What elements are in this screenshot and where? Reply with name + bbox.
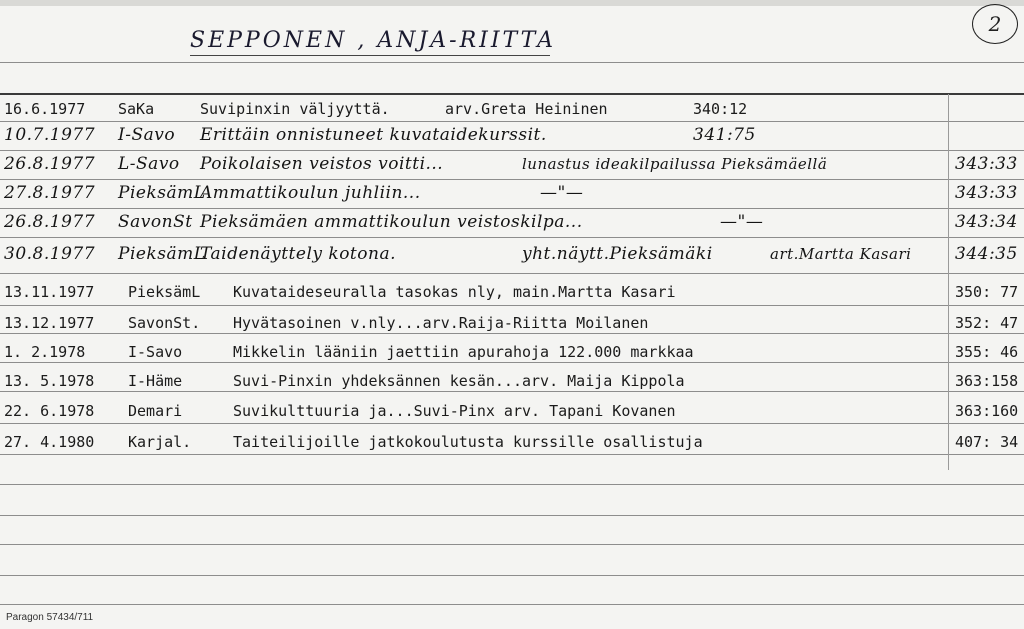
entry-date: 27. 4.1980 [4,433,95,451]
entry-ref: 343:34 [955,212,1018,232]
entry-date: 27.8.1977 [4,183,96,203]
entry-ref: 340:12 [693,100,748,118]
entry-row [0,210,1024,239]
name-underline [190,55,550,56]
entry-row [0,367,1024,396]
entry-date: 10.7.1977 [4,125,96,145]
entry-source: L-Savo [118,154,180,174]
entry-text: Ammattikoulun juhliin... [200,183,421,203]
rule-line [0,575,1024,576]
entry-ref: 341:75 [693,125,756,145]
entry-text: Suvi-Pinxin yhdeksännen kesän...arv. Maija Kippola [233,372,685,390]
entry-row [0,123,1024,152]
entry-date: 30.8.1977 [4,244,96,264]
entry-row [0,95,1024,124]
entry-text: Suvipinxin väljyyttä. [200,100,390,118]
entry-text: Kuvataideseuralla tasokas nly, main.Martta Kasari [233,283,676,301]
entry-source: SaKa [118,100,155,118]
rule-line [0,604,1024,605]
entry-date: 22. 6.1978 [4,402,95,420]
entry-date: 16.6.1977 [4,100,86,118]
entry-source: SavonSt. [128,314,201,332]
entry-row [0,428,1024,457]
card-footer-print: Paragon 57434/711 [6,612,94,623]
entry-ref: 343:33 [955,183,1018,203]
entry-source: SavonSt [118,212,193,232]
entry-text: Pieksämäen ammattikoulun veistoskilpa... [200,212,583,232]
ditto-mark: —"— [720,212,764,232]
card-number-circle: 2 [972,4,1018,44]
rule-line [0,515,1024,516]
entry-ref: 407: 34 [955,433,1019,451]
top-strip [0,0,1024,6]
card-name-heading: SEPPONEN , ANJA-RIITTA [190,28,556,53]
entry-note-artist: art.Martta Kasari [770,245,912,263]
entry-ref: 355: 46 [955,343,1019,361]
entry-source: PieksämL [128,283,201,301]
entry-date: 26.8.1977 [4,154,96,174]
entry-text: Taidenäyttely kotona. [200,244,396,264]
rule-line [0,484,1024,485]
entry-source: PieksämL [118,244,206,264]
entry-date: 26.8.1977 [4,212,96,232]
entry-row [0,242,1024,271]
rule-line [0,62,1024,63]
entry-text: Hyvätasoinen v.nly...arv.Raija-Riitta Moilanen [233,314,649,332]
entry-text: Poikolaisen veistos voitti... [200,154,444,174]
ditto-mark: —"— [540,183,584,203]
rule-line [0,273,1024,274]
entry-ref: 363:158 [955,372,1019,390]
entry-row [0,181,1024,210]
entry-source: Karjal. [128,433,192,451]
entry-row [0,278,1024,307]
entry-ref: 363:160 [955,402,1019,420]
entry-row [0,397,1024,426]
entry-ref: 344:35 [955,244,1018,264]
entry-ref: 352: 47 [955,314,1019,332]
rule-line [0,544,1024,545]
entry-date: 1. 2.1978 [4,343,86,361]
entry-date: 13.11.1977 [4,283,95,301]
entry-source: Demari [128,402,183,420]
entry-row [0,152,1024,181]
entry-text: Suvikulttuuria ja...Suvi-Pinx arv. Tapani Kovanen [233,402,676,420]
entry-ref: 343:33 [955,154,1018,174]
entry-ref: 350: 77 [955,283,1019,301]
entry-date: 13.12.1977 [4,314,95,332]
entry-source: I-Häme [128,372,183,390]
entry-source: PieksämL [118,183,206,203]
entry-text: Taiteilijoille jatkokoulutusta kurssille osallistuja [233,433,703,451]
entry-date: 13. 5.1978 [4,372,95,390]
entry-note: yht.näytt.Pieksämäki [522,244,713,264]
entry-text-secondary: arv.Greta Heininen [445,100,608,118]
entry-row [0,309,1024,338]
entry-text: Erittäin onnistuneet kuvataidekurssit. [200,125,547,145]
entry-note: lunastus ideakilpailussa Pieksämäellä [522,155,828,173]
entry-row [0,338,1024,367]
entry-source: I-Savo [118,125,176,145]
entry-text: Mikkelin lääniin jaettiin apurahoja 122.000 markkaa [233,343,694,361]
entry-source: I-Savo [128,343,183,361]
